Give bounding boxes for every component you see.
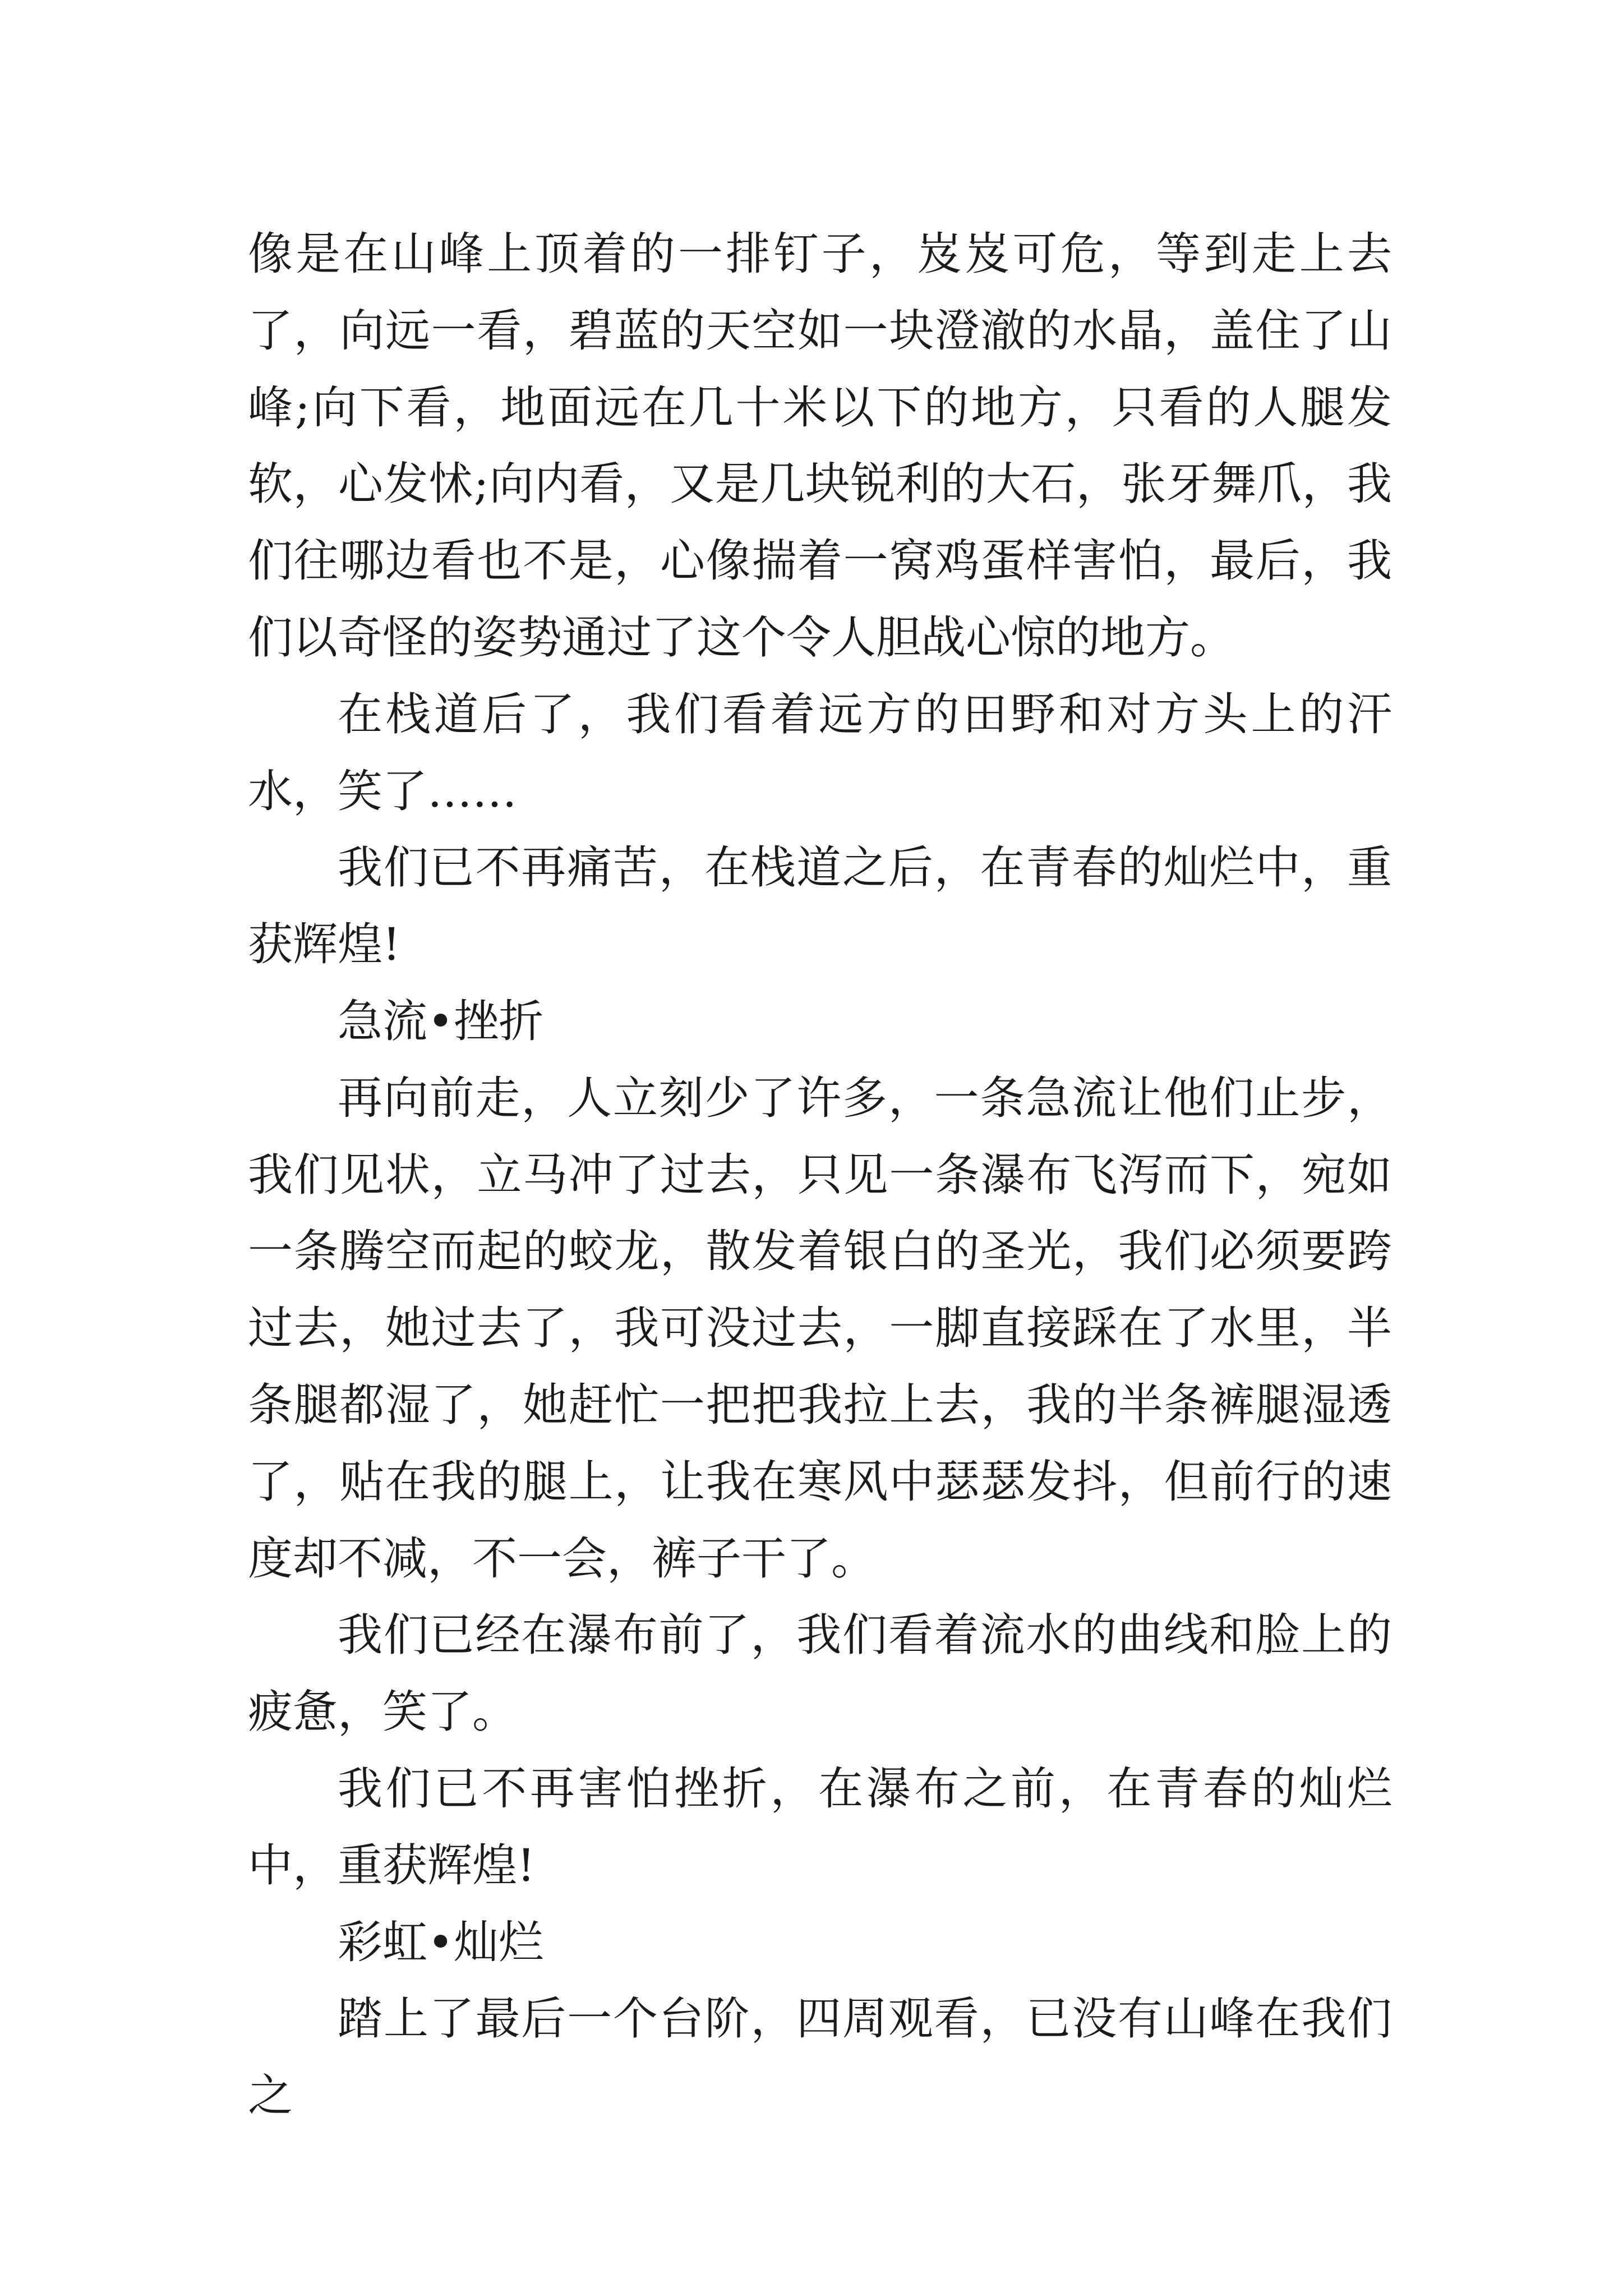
paragraph-9: 踏上了最后一个台阶，四周观看，已没有山峰在我们之 xyxy=(248,1993,1392,2122)
section-heading-rapids: 急流•挫折 xyxy=(338,995,544,1047)
paragraph-2: 在栈道后了，我们看着远方的田野和对方头上的汗水，笑了…… xyxy=(248,688,1392,817)
document-body xyxy=(248,216,1392,2134)
paragraph-7: 我们已不再害怕挫折，在瀑布之前，在青春的灿烂中，重获辉煌! xyxy=(248,1762,1392,1892)
paragraph-5: 再向前走，人立刻少了许多，一条急流让他们止步，我们见状，立马冲了过去，只见一条瀑布飞泻而下，宛如一条腾空而起的蛟龙，散发着银白的圣光，我们必须要跨过去，她过去了，我可没过去，一脚直接踩在了水里，半条腿都湿了，她赶忙一把把我拉上去，我的半条裤腿湿透了，贴在我的腿上，让我在寒风中瑟瑟发抖，但前行的速度却不减，不一会，裤子干了。 xyxy=(248,1071,1392,1585)
section-heading-rainbow: 彩虹•灿烂 xyxy=(338,1916,544,1968)
paragraph-3: 我们已不再痛苦，在栈道之后，在青春的灿烂中，重获辉煌! xyxy=(248,841,1392,971)
paragraph-1: 像是在山峰上顶着的一排钉子，岌岌可危，等到走上去了，向远一看，碧蓝的天空如一块澄澈的水晶，盖住了山峰;向下看，地面远在几十米以下的地方，只看的人腿发软，心发怵;向内看，又是几块锐利的大石，张牙舞爪，我们往哪边看也不是，心像揣着一窝鸡蛋样害怕，最后，我们以奇怪的姿势通过了这个令人胆战心惊的地方。 xyxy=(248,228,1392,664)
paragraph-6: 我们已经在瀑布前了，我们看着流水的曲线和脸上的疲惫，笑了。 xyxy=(248,1609,1392,1738)
